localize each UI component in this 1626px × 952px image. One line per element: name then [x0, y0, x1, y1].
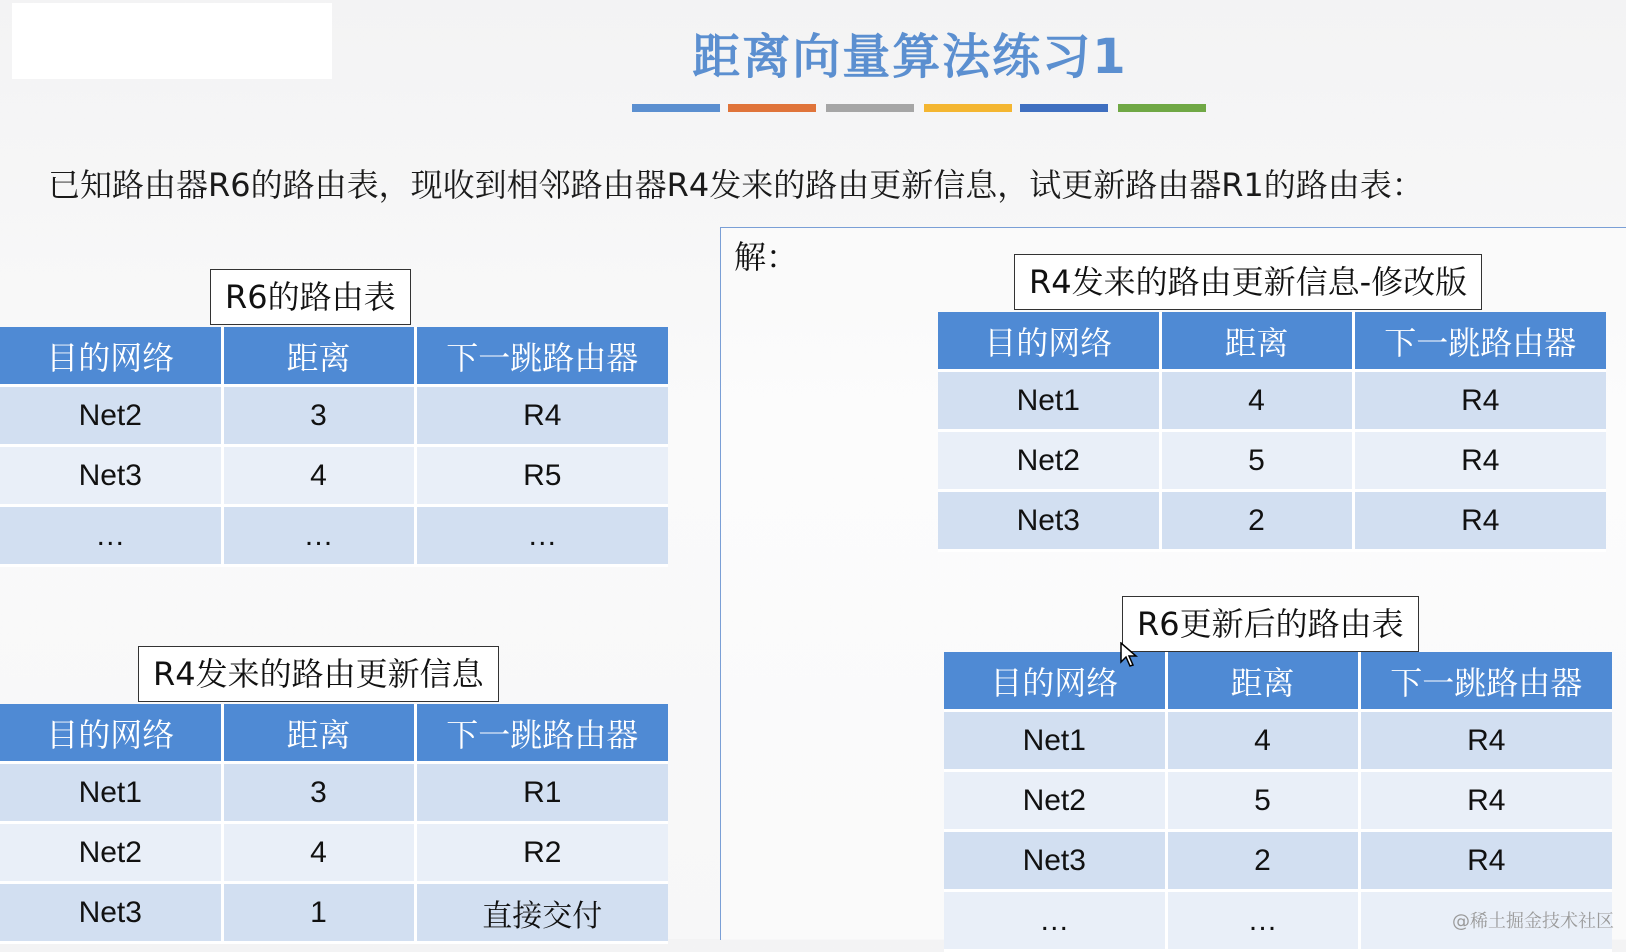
solution-label: 解：: [734, 238, 799, 276]
cell-dest: …: [944, 891, 1166, 951]
cell-next-hop: R5: [415, 446, 668, 506]
r4-modified-caption: R4发来的路由更新信息-修改版: [1014, 254, 1482, 310]
header-next-hop: 下一跳路由器: [415, 704, 668, 763]
r6-routing-table: [0, 327, 668, 567]
cell-next-hop: R1: [415, 763, 668, 823]
cell-dest: Net2: [0, 386, 222, 446]
cell-distance: 4: [222, 446, 415, 506]
title-underline-bar-2: [728, 104, 816, 112]
cell-next-hop: …: [415, 506, 668, 566]
question-text: 已知路由器R6的路由表，现收到相邻路由器R4发来的路由更新信息，试更新路由器R1的路由表：: [48, 166, 1424, 204]
header-dest-network: 目的网络: [944, 652, 1166, 711]
header-distance: 距离: [1160, 312, 1353, 371]
cell-distance: 1: [222, 883, 415, 943]
cell-next-hop: R4: [1353, 491, 1606, 551]
cell-dest: Net3: [944, 831, 1166, 891]
cell-distance: …: [222, 506, 415, 566]
cell-next-hop: R4: [1359, 771, 1612, 831]
r4-update-table: [0, 704, 668, 944]
header-dest-network: 目的网络: [0, 327, 222, 386]
title-underline-bar-5: [1020, 104, 1108, 112]
cell-distance: 5: [1160, 431, 1353, 491]
header-dest-network: 目的网络: [0, 704, 222, 763]
title-underline-bar-1: [632, 104, 720, 112]
cell-dest: Net3: [0, 446, 222, 506]
table-row: [944, 771, 1612, 831]
cell-distance: 4: [1166, 711, 1359, 771]
table-header-row: [0, 327, 668, 386]
watermark: @稀土掘金技术社区: [1452, 911, 1614, 932]
r4-update-caption: R4发来的路由更新信息: [138, 646, 499, 702]
header-next-hop: 下一跳路由器: [415, 327, 668, 386]
title-underline-bar-6: [1118, 104, 1206, 112]
header-distance: 距离: [222, 327, 415, 386]
cell-dest: Net2: [938, 431, 1160, 491]
cell-dest: Net3: [0, 883, 222, 943]
cell-dest: Net2: [944, 771, 1166, 831]
header-dest-network: 目的网络: [938, 312, 1160, 371]
cell-next-hop: R2: [415, 823, 668, 883]
table-row: [938, 371, 1606, 431]
table-row: [944, 831, 1612, 891]
table-header-row: [938, 312, 1606, 371]
cell-dest: Net2: [0, 823, 222, 883]
cell-distance: 5: [1166, 771, 1359, 831]
cell-distance: 2: [1160, 491, 1353, 551]
mouse-cursor-icon: [1120, 642, 1138, 668]
cell-next-hop: 直接交付: [415, 883, 668, 943]
table-header-row: [0, 704, 668, 763]
table-row: [938, 491, 1606, 551]
cell-dest: Net3: [938, 491, 1160, 551]
table-row: [0, 883, 668, 943]
cell-next-hop: R4: [415, 386, 668, 446]
header-distance: 距离: [1166, 652, 1359, 711]
table-row: [944, 711, 1612, 771]
title-underline-bar-3: [826, 104, 914, 112]
cell-next-hop: R4: [1353, 431, 1606, 491]
table-row: [0, 446, 668, 506]
cell-dest: Net1: [944, 711, 1166, 771]
table-row: [0, 823, 668, 883]
cell-distance: 3: [222, 386, 415, 446]
cell-dest: Net1: [0, 763, 222, 823]
table-header-row: [944, 652, 1612, 711]
cell-distance: 2: [1166, 831, 1359, 891]
cell-distance: 4: [222, 823, 415, 883]
cell-dest: Net1: [938, 371, 1160, 431]
blank-placeholder-box: [12, 3, 332, 79]
cell-next-hop: R4: [1359, 831, 1612, 891]
table-row: [0, 386, 668, 446]
table-row: [0, 763, 668, 823]
table-row: [0, 506, 668, 566]
table-row: [938, 431, 1606, 491]
cell-dest: …: [0, 506, 222, 566]
r6-updated-caption: R6更新后的路由表: [1122, 596, 1419, 652]
r4-modified-table: [938, 312, 1606, 552]
slide-title: 距离向量算法练习1: [692, 29, 1128, 85]
header-next-hop: 下一跳路由器: [1359, 652, 1612, 711]
cell-next-hop: R4: [1359, 711, 1612, 771]
cell-distance: 3: [222, 763, 415, 823]
r6-table-caption: R6的路由表: [210, 269, 411, 325]
cell-next-hop: R4: [1353, 371, 1606, 431]
header-next-hop: 下一跳路由器: [1353, 312, 1606, 371]
cell-distance: 4: [1160, 371, 1353, 431]
cell-distance: …: [1166, 891, 1359, 951]
title-underline-bar-4: [924, 104, 1012, 112]
header-distance: 距离: [222, 704, 415, 763]
